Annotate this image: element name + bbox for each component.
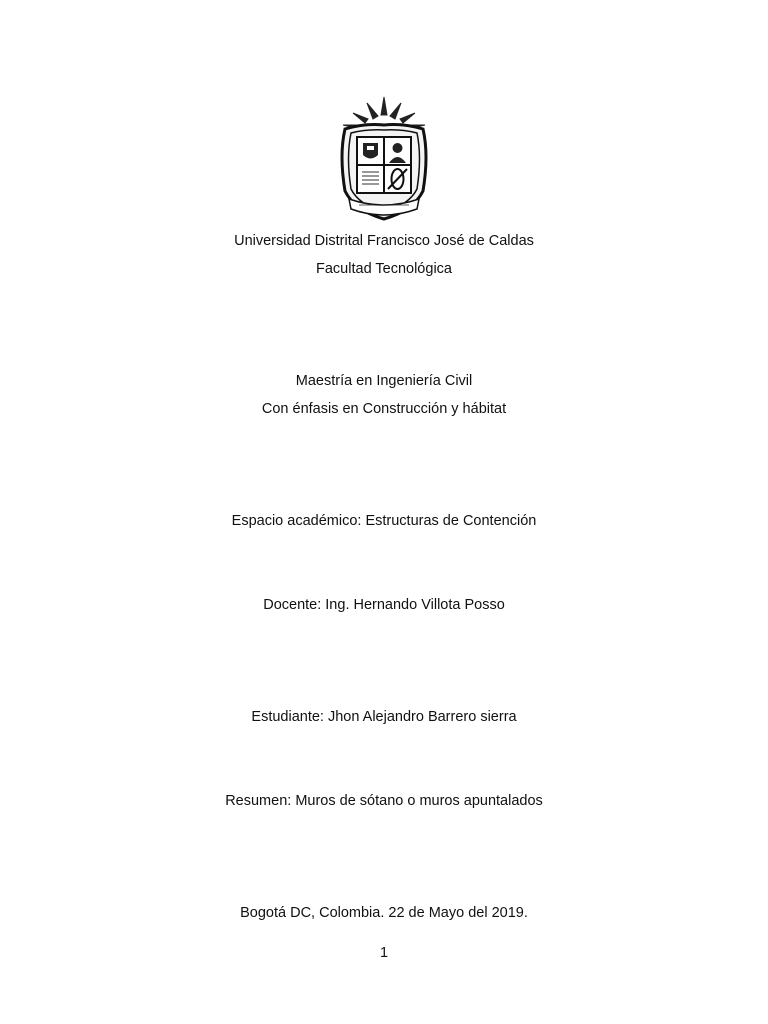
program-name: Maestría en Ingeniería Civil: [295, 373, 473, 389]
academic-course: Espacio académico: Estructuras de Contención: [231, 513, 537, 529]
university-crest-logo: [331, 95, 437, 225]
teacher-name: Docente: Ing. Hernando Villota Posso: [263, 597, 505, 613]
student-name: Estudiante: Jhon Alejandro Barrero sierra: [251, 709, 517, 725]
coat-of-arms-icon: [363, 143, 378, 159]
faculty-name: Facultad Tecnológica: [316, 261, 452, 277]
page-number: 1: [379, 945, 389, 961]
summary-title: Resumen: Muros de sótano o muros apuntalados: [225, 793, 543, 809]
program-emphasis: Con énfasis en Construcción y hábitat: [261, 401, 507, 417]
place-and-date: Bogotá DC, Colombia. 22 de Mayo del 2019.: [240, 905, 528, 921]
university-name: Universidad Distrital Francisco José de Caldas: [234, 233, 534, 249]
